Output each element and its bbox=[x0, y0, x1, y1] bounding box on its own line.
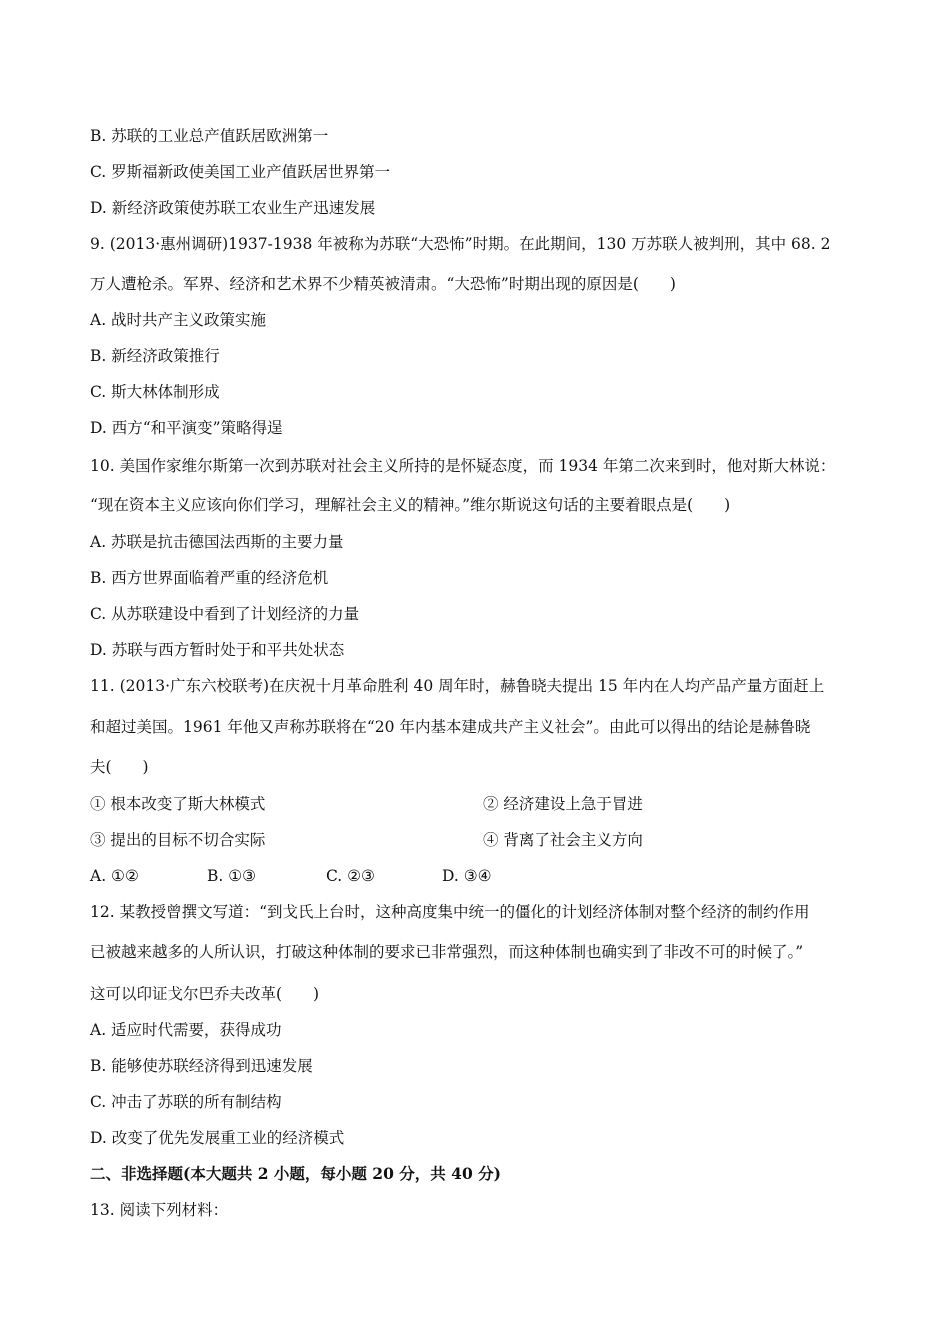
q12-option-d: D. 改变了优先发展重工业的经济模式 bbox=[90, 1129, 345, 1147]
q9-option-b: B. 新经济政策推行 bbox=[90, 347, 220, 365]
q11-stem-line3: 夫( ) bbox=[90, 758, 149, 776]
q9-option-a: A. 战时共产主义政策实施 bbox=[90, 311, 267, 329]
q12-option-a: A. 适应时代需要，获得成功 bbox=[90, 1021, 282, 1039]
q10-option-b: B. 西方世界面临着严重的经济危机 bbox=[90, 569, 329, 587]
q12-stem-line3: 这可以印证戈尔巴乔夫改革( ) bbox=[90, 985, 320, 1003]
q12-stem-line1: 12. 某教授曾撰文写道：“到戈氏上台时，这种高度集中统一的僵化的计划经济体制对整个经济的制约作用 bbox=[90, 903, 810, 921]
q11-item-1: ① 根本改变了斯大林模式 bbox=[90, 795, 266, 813]
q9-stem-line1: 9. (2013·惠州调研)1937-1938 年被称为苏联“大恐怖”时期。在此期间，130 万苏联人被判刑，其中 68. 2 bbox=[90, 235, 831, 253]
q10-option-d: D. 苏联与西方暂时处于和平共处状态 bbox=[90, 641, 345, 659]
q9-stem-line2: 万人遭枪杀。军界、经济和艺术界不少精英被清肃。“大恐怖”时期出现的原因是( ) bbox=[90, 275, 676, 293]
q11-stem-line2: 和超过美国。1961 年他又声称苏联将在“20 年内基本建成共产主义社会”。由此可以得出的结论是赫鲁晓 bbox=[90, 718, 811, 736]
q10-option-a: A. 苏联是抗击德国法西斯的主要力量 bbox=[90, 533, 344, 551]
q11-option-a: A. ①② bbox=[90, 867, 139, 885]
q8-option-b: B. 苏联的工业总产值跃居欧洲第一 bbox=[90, 127, 329, 145]
q12-stem-line2: 已被越来越多的人所认识，打破这种体制的要求已非常强烈，而这种体制也确实到了非改不可的时候了。” bbox=[90, 943, 804, 961]
q11-item-row-2 bbox=[90, 830, 643, 850]
section-heading: 二、非选择题(本大题共 2 小题，每小题 20 分，共 40 分) bbox=[90, 1164, 501, 1183]
q12-option-b: B. 能够使苏联经济得到迅速发展 bbox=[90, 1057, 313, 1075]
q11-item-4: ④ 背离了社会主义方向 bbox=[483, 831, 643, 849]
q11-option-d: D. ③④ bbox=[442, 867, 492, 885]
q11-item-row-1 bbox=[90, 794, 643, 814]
q9-option-d: D. 西方“和平演变”策略得逞 bbox=[90, 419, 283, 437]
q10-stem-line2: “现在资本主义应该向你们学习，理解社会主义的精神。”维尔斯说这句话的主要着眼点是( ) bbox=[90, 496, 731, 514]
q11-option-c: C. ②③ bbox=[326, 867, 375, 885]
q10-stem-line1: 10. 美国作家维尔斯第一次到苏联对社会主义所持的是怀疑态度，而 1934 年第二次来到时，他对斯大林说： bbox=[90, 457, 836, 475]
q8-option-d: D. 新经济政策使苏联工农业生产迅速发展 bbox=[90, 199, 376, 217]
q11-item-2: ② 经济建设上急于冒进 bbox=[483, 795, 643, 813]
q13-stem: 13. 阅读下列材料： bbox=[90, 1201, 229, 1219]
q10-option-c: C. 从苏联建设中看到了计划经济的力量 bbox=[90, 605, 360, 623]
q8-option-c: C. 罗斯福新政使美国工业产值跃居世界第一 bbox=[90, 163, 391, 181]
q12-option-c: C. 冲击了苏联的所有制结构 bbox=[90, 1093, 282, 1111]
q11-stem-line1: 11. (2013·广东六校联考)在庆祝十月革命胜利 40 周年时，赫鲁晓夫提出 15 年内在人均产品产量方面赶上 bbox=[90, 677, 825, 695]
q11-option-b: B. ①③ bbox=[207, 867, 257, 885]
q11-item-3: ③ 提出的目标不切合实际 bbox=[90, 831, 266, 849]
q9-option-c: C. 斯大林体制形成 bbox=[90, 383, 220, 401]
